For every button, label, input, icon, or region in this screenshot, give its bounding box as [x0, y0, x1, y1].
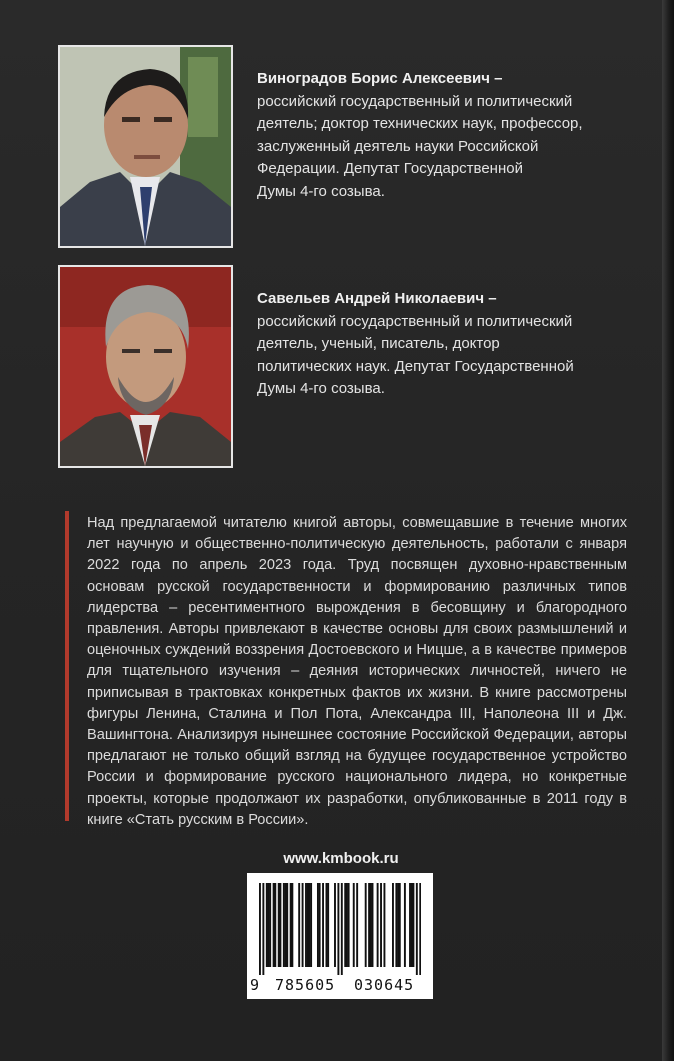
barcode-bar — [285, 883, 287, 967]
publisher-website: www.kmbook.ru — [283, 850, 399, 867]
bio-line: деятель; доктор технических наук, профессор, — [257, 115, 583, 132]
barcode-bar — [307, 883, 309, 967]
annotation-text: Над предлагаемой читателю книгой авторы, совмещавшие в течение многих лет научную и общественно-политическую деятельность, работали с января 2022 года по апрель 2023 года. Труд посвящен духовно-нравственным основам русской государственности и формированию различных типов лидерства – ресентиментного вырождения в бесовщину и благородного правления. Авторы привлекают в качестве основы для своих размышлений и оценочных суждений воззрения Достоевского и Ницше, а в качестве примеров для тщательного изучения – деяния исторических личностей, ничего не приписывая в трактовках конкретных фактов их жизни. В книге рассмотрены фигуры Ленина, Сталина и Пол Пота, Александра III, Наполеона III и Дж. Вашингтона. Анализируя нынешнее состояние Российской Федерации, авторы предлагают не только общий взгляд на будущее государственное устройство России и формирование русского национального лидера, но конкретные проекты, которые продолжают их разработки, опубликованные в 2011 году в книге «Стать русским в России». — [87, 515, 627, 828]
barcode-bar — [337, 883, 339, 975]
barcode-bar — [368, 883, 370, 967]
isbn-right-group: 030645 — [354, 976, 415, 994]
barcode-bar — [412, 883, 414, 967]
barcode-bar — [395, 883, 397, 967]
bio-line: Думы 4-го созыва. — [257, 182, 385, 200]
barcode-bar — [341, 883, 343, 975]
barcode-bar — [356, 883, 358, 967]
barcode-bar — [291, 883, 293, 967]
isbn-barcode — [247, 873, 433, 999]
barcode-bar — [269, 883, 271, 967]
barcode-bar — [286, 883, 288, 967]
barcode-bar — [317, 883, 319, 967]
barcode-bar — [298, 883, 300, 967]
author-bio-vinogradov — [257, 68, 627, 203]
bio-line: политических наук. Депутат Государственной — [257, 357, 574, 375]
barcode-bar — [344, 883, 346, 967]
bio-line: Думы 4-го созыва. — [257, 380, 385, 397]
barcode-bar — [404, 883, 406, 967]
barcode-bar — [383, 883, 385, 967]
barcode-bars — [259, 883, 421, 975]
barcode-bar — [305, 883, 307, 967]
barcode-bar — [308, 883, 310, 967]
barcode-bar — [302, 883, 304, 967]
bio-line: заслуженный деятель науки Российской — [257, 137, 539, 155]
barcode-bar — [274, 883, 276, 967]
bio-line: деятель, ученый, писатель, доктор — [257, 335, 500, 352]
isbn-left-group: 785605 — [275, 976, 336, 994]
barcode-bar — [409, 883, 411, 967]
barcode-bar — [262, 883, 264, 975]
annotation-block — [65, 511, 634, 828]
barcode-bar — [290, 883, 292, 967]
barcode-bar — [322, 883, 324, 967]
barcode-bar — [372, 883, 374, 967]
author-photo-savelyev — [58, 265, 233, 468]
barcode-bar — [399, 883, 401, 967]
barcode-bar — [279, 883, 281, 967]
barcode-bar — [346, 883, 348, 967]
barcode-bar — [365, 883, 367, 967]
barcode-bar — [283, 883, 285, 967]
author-photo-vinogradov — [58, 45, 233, 248]
author-bio-savelyev — [257, 288, 627, 401]
book-spine-edge — [662, 0, 674, 1061]
bio-line: Федерации. Депутат Государственной — [257, 160, 523, 177]
barcode-bar — [334, 883, 336, 967]
barcode-bar — [278, 883, 280, 967]
barcode-bar — [411, 883, 413, 967]
barcode-bar — [419, 883, 421, 975]
bio-line: российский государственный и политический — [257, 92, 573, 110]
barcode-bar — [370, 883, 372, 967]
barcode-bar — [310, 883, 312, 967]
barcode-bar — [353, 883, 355, 967]
barcode-bar — [397, 883, 399, 967]
barcode-bar — [392, 883, 394, 967]
author-name: Савельев Андрей Николаевич – — [257, 290, 497, 307]
bio-line: российский государственный и политический — [257, 312, 573, 330]
barcode-bar — [327, 883, 329, 967]
barcode-bar — [268, 883, 270, 967]
barcode-bar — [416, 883, 418, 975]
barcode-bar — [266, 883, 268, 967]
barcode-bar — [326, 883, 328, 967]
barcode-bar — [319, 883, 321, 967]
author-name: Виноградов Борис Алексеевич – — [257, 70, 503, 87]
barcode-bar — [273, 883, 275, 967]
isbn-first-digit: 9 — [250, 976, 260, 994]
barcode-bar — [377, 883, 379, 967]
barcode-bar — [380, 883, 382, 967]
barcode-bar — [348, 883, 350, 967]
barcode-bar — [259, 883, 261, 975]
